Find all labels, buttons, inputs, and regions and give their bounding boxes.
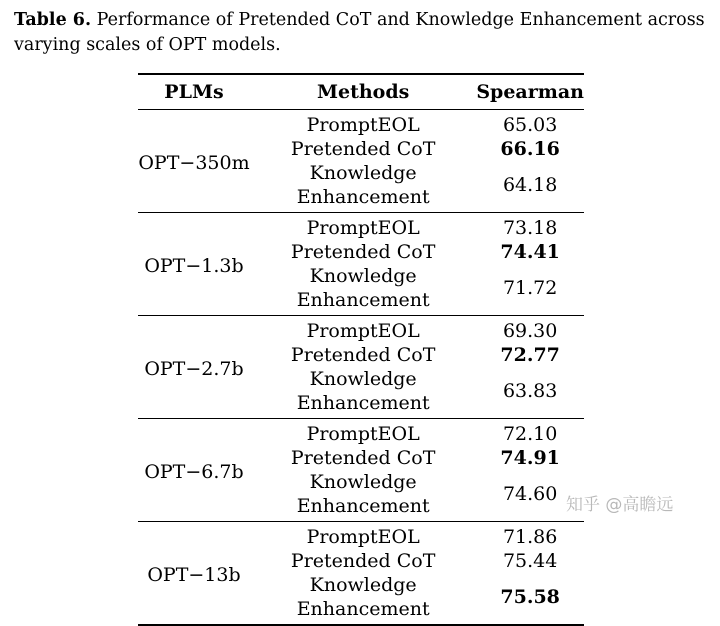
method-cell: Pretended CoT xyxy=(290,447,436,469)
table-group xyxy=(138,110,584,213)
spearman-cell: 75.58 xyxy=(500,586,560,608)
header-methods: Methods xyxy=(250,74,476,110)
spearman-cell: 64.18 xyxy=(502,174,558,196)
method-cell: Pretended CoT xyxy=(290,344,436,366)
spearman-cell: 65.03 xyxy=(502,114,558,136)
table-row xyxy=(138,110,584,138)
spearman-cell: 63.83 xyxy=(502,380,558,402)
table-row xyxy=(138,213,584,241)
spearman-cell: 74.60 xyxy=(502,483,558,505)
method-cell: PromptEOL xyxy=(306,320,420,342)
spearman-cell: 75.44 xyxy=(502,550,558,572)
plm-cell: OPT−6.7b xyxy=(144,460,244,483)
method-cell: PromptEOL xyxy=(306,526,420,548)
header-spearman: Spearman xyxy=(476,74,584,110)
table-header xyxy=(138,74,584,110)
table-group xyxy=(138,213,584,316)
plm-cell: OPT−350m xyxy=(138,151,250,174)
plm-cell: OPT−13b xyxy=(147,563,241,586)
caption-label: Table 6. xyxy=(14,10,92,30)
spearman-cell: 71.72 xyxy=(502,277,558,299)
table-group xyxy=(138,522,584,626)
spearman-cell: 72.77 xyxy=(500,344,560,366)
method-cell: Pretended CoT xyxy=(290,241,436,263)
method-cell: Pretended CoT xyxy=(290,550,436,572)
method-cell: Knowledge Enhancement xyxy=(296,162,430,208)
table-caption xyxy=(14,8,714,58)
header-row xyxy=(138,74,584,110)
table-row xyxy=(138,522,584,550)
table-row xyxy=(138,316,584,344)
table-row xyxy=(138,419,584,447)
spearman-cell: 74.41 xyxy=(500,241,560,263)
table-group xyxy=(138,419,584,522)
method-cell: Pretended CoT xyxy=(290,138,436,160)
spearman-cell: 74.91 xyxy=(500,447,560,469)
table-group xyxy=(138,316,584,419)
spearman-cell: 71.86 xyxy=(502,526,558,548)
results-table xyxy=(138,73,584,626)
method-cell: PromptEOL xyxy=(306,114,420,136)
plm-cell: OPT−1.3b xyxy=(144,254,244,277)
method-cell: Knowledge Enhancement xyxy=(296,574,430,620)
spearman-cell: 69.30 xyxy=(502,320,558,342)
caption-text: Performance of Pretended CoT and Knowledge Enhancement across varying scales of OPT models. xyxy=(14,10,705,55)
method-cell: Knowledge Enhancement xyxy=(296,471,430,517)
spearman-cell: 72.10 xyxy=(502,423,558,445)
spearman-cell: 66.16 xyxy=(500,138,560,160)
method-cell: PromptEOL xyxy=(306,217,420,239)
header-plms: PLMs xyxy=(138,74,250,110)
method-cell: Knowledge Enhancement xyxy=(296,265,430,311)
method-cell: Knowledge Enhancement xyxy=(296,368,430,414)
spearman-cell: 73.18 xyxy=(502,217,558,239)
zhihu-watermark: 知乎 @高瞻远 xyxy=(566,495,674,515)
plm-cell: OPT−2.7b xyxy=(144,357,244,380)
method-cell: PromptEOL xyxy=(306,423,420,445)
